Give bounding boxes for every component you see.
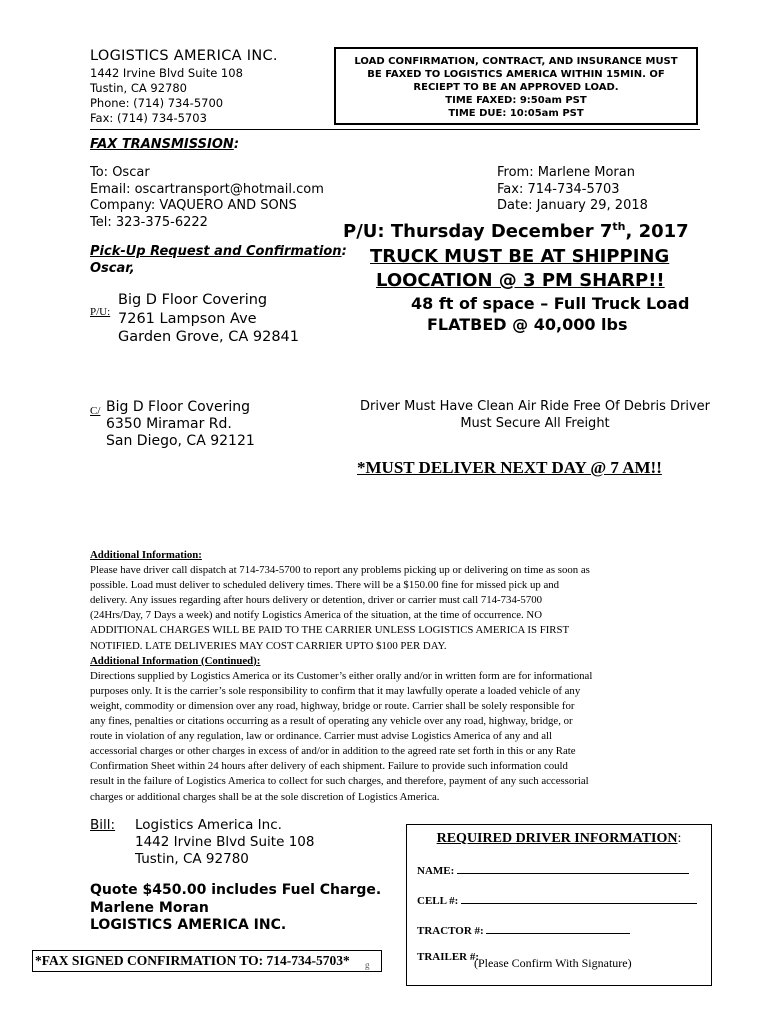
delivery-notice: *MUST DELIVER NEXT DAY @ 7 AM!! <box>357 458 662 477</box>
notice-line1: LOAD CONFIRMATION, CONTRACT, AND INSURANCE MUST <box>354 56 678 67</box>
additional-info-continued-line: Confirmation Sheet within 24 hours after delivery of each shipment. Failure to provide such information could <box>90 760 568 773</box>
driver-tractor-field[interactable] <box>417 923 630 937</box>
bill-colon: : <box>110 817 116 833</box>
company-phone: Phone: (714) 734-5700 <box>90 96 224 110</box>
recipient-email: Email: oscartransport@hotmail.com <box>90 181 324 197</box>
bill-label: Bill <box>90 817 111 833</box>
bill-address <box>135 817 314 868</box>
fax-signed-confirmation: *FAX SIGNED CONFIRMATION TO: 714-734-5703* <box>32 950 382 972</box>
sender-from: From: Marlene Moran <box>497 165 635 180</box>
sender-date: Date: January 29, 2018 <box>497 198 648 213</box>
company-header <box>90 47 278 126</box>
sender-fax: Fax: 714-734-5703 <box>497 181 620 197</box>
pickup-date-year: , 2017 <box>625 221 689 242</box>
pickup-label: P/U: <box>90 306 111 318</box>
pickup-address <box>118 291 299 347</box>
additional-info-continued-line: accessorial charges or other charges in excess of and/or in addition to the agreed rate set forth in this or any Rate <box>90 745 576 758</box>
driver-requirement <box>320 399 750 432</box>
pickup-city: Garden Grove, CA 92841 <box>118 329 300 345</box>
fax-transmission-colon: : <box>233 137 240 152</box>
additional-info-line: possible. Load must deliver to scheduled delivery times. There will be a $150.00 fine for missed pick up and <box>90 579 560 592</box>
truck-notice-line2: LOOCATION @ 3 PM SHARP!! <box>376 270 665 291</box>
quote-block <box>90 882 381 935</box>
company-address-line1: 1442 Irvine Blvd Suite 108 <box>90 66 243 80</box>
driver-trailer-label: TRAILER #: <box>417 951 480 963</box>
driver-tractor-blank[interactable] <box>486 923 630 934</box>
additional-info-continued-line: charges or additional charges shall be at the sole discretion of Logistics America. <box>90 790 440 803</box>
additional-info-continued-line: result in the failure of Logistics America to collect for such charges, and therefore, payment of any such accessorial <box>90 775 589 788</box>
additional-info-continued-line: weight, commodity or dimension over any road, highway, bridge or route. Carrier shall be solely responsible for <box>90 699 575 712</box>
recipient-to: To: Oscar <box>90 165 150 180</box>
driver-requirement-line2: Must Secure All Freight <box>460 415 610 431</box>
driver-requirement-line1: Driver Must Have Clean Air Ride Free Of Debris Driver <box>360 399 710 414</box>
truck-notice-line1: TRUCK MUST BE AT SHIPPING <box>370 246 670 267</box>
notice-line2: BE FAXED TO LOGISTICS AMERICA WITHIN 15MIN. OF <box>367 69 665 80</box>
driver-info-title-text: REQUIRED DRIVER INFORMATION <box>436 831 678 846</box>
consignee-name: Big D Floor Covering <box>106 399 250 415</box>
additional-info-line: ADDITIONAL CHARGES WILL BE PAID TO THE CARRIER UNLESS LOGISTICS AMERICA IS FIRST <box>90 624 570 637</box>
consignee-label: C/ <box>90 405 101 417</box>
confirm-with-signature-note: (Please Confirm With Signature) <box>474 956 632 970</box>
additional-info-line: NOTIFIED. LATE DELIVERIES MAY COST CARRIER UPTO $100 PER DAY. <box>90 639 447 652</box>
driver-name-field[interactable] <box>417 863 689 877</box>
pickup-date-prefix: P/U: Thursday December 7 <box>343 221 613 242</box>
fax-transmission-title <box>90 137 239 152</box>
pickup-request-greeting: Oscar, <box>90 261 135 276</box>
sender-block <box>497 165 648 215</box>
stray-mark: g <box>365 960 370 970</box>
bill-address-line1: 1442 Irvine Blvd Suite 108 <box>135 834 315 850</box>
consignee-street: 6350 Miramar Rd. <box>106 416 232 432</box>
pickup-date-ordinal: th <box>612 220 626 233</box>
driver-cell-blank[interactable] <box>461 893 697 904</box>
bill-name: Logistics America Inc. <box>135 817 282 833</box>
driver-cell-field[interactable] <box>417 893 697 907</box>
pickup-street: 7261 Lampson Ave <box>118 310 257 327</box>
additional-information <box>90 548 690 805</box>
company-fax: Fax: (714) 734-5703 <box>90 111 207 125</box>
recipient-tel: Tel: 323-375-6222 <box>90 214 208 230</box>
pickup-name: Big D Floor Covering <box>118 292 268 308</box>
pickup-date-heading <box>343 220 689 242</box>
bill-to-block <box>90 817 315 867</box>
driver-cell-label: CELL #: <box>417 895 459 907</box>
notice-line3: RECIEPT TO BE AN APPROVED LOAD. <box>413 82 619 93</box>
load-space: 48 ft of space – Full Truck Load <box>411 294 690 313</box>
time-due: TIME DUE: 10:05am PST <box>448 108 584 119</box>
additional-info-continued-line: purposes only. It is the carrier’s sole responsibility to confirm that it may lawfully operate a loaded vehicle of any <box>90 684 581 697</box>
driver-info-title-colon: : <box>677 831 682 846</box>
driver-name-label: NAME: <box>417 865 455 877</box>
additional-info-heading: Additional Information: <box>90 549 202 561</box>
additional-info-continued-heading: Additional Information (Continued): <box>90 654 261 667</box>
quote-amount: Quote $450.00 includes Fuel Charge. <box>90 882 382 898</box>
time-faxed: TIME FAXED: 9:50am PST <box>445 95 587 106</box>
bill-address-line2: Tustin, CA 92780 <box>135 851 249 867</box>
pickup-request-block <box>90 243 347 277</box>
header-divider <box>90 129 700 130</box>
pickup-request-title: Pick-Up Request and Confirmation <box>90 244 342 259</box>
recipient-block <box>90 165 324 231</box>
load-confirmation-notice-box <box>334 47 698 125</box>
driver-trailer-field[interactable] <box>417 951 479 963</box>
quote-company: LOGISTICS AMERICA INC. <box>90 917 287 933</box>
driver-tractor-label: TRACTOR #: <box>417 925 484 937</box>
additional-info-line: delivery. Any issues regarding after hours delivery or detention, driver or carrier must call 714-734-5700 <box>90 594 543 607</box>
company-address-line2: Tustin, CA 92780 <box>90 81 187 95</box>
driver-name-blank[interactable] <box>457 863 689 874</box>
quote-contact: Marlene Moran <box>90 899 209 916</box>
consignee-city: San Diego, CA 92121 <box>106 433 255 449</box>
additional-info-line: (24Hrs/Day, 7 Days a week) and notify Logistics America of the situation, at the time of occurrence. NO <box>90 609 543 622</box>
additional-info-line: Please have driver call dispatch at 714-734-5700 to report any problems picking up or delivering on time as soon as <box>90 564 590 577</box>
driver-info-title <box>407 831 711 847</box>
load-trailer-type: FLATBED @ 40,000 lbs <box>427 315 628 334</box>
additional-info-continued-line: any fines, penalties or citations occurring as a result of operating any vehicle over any road, highway, bridge, or <box>90 715 573 728</box>
company-name: LOGISTICS AMERICA INC. <box>90 48 278 64</box>
fax-transmission-label: FAX TRANSMISSION <box>90 137 234 152</box>
additional-info-continued-line: route in violation of any regulation, law or ordinance. Carrier must advise Logistics America of any and all <box>90 730 553 743</box>
pickup-request-colon: : <box>341 244 347 259</box>
consignee-address <box>106 399 255 450</box>
recipient-company: Company: VAQUERO AND SONS <box>90 198 297 213</box>
additional-info-continued-line: Directions supplied by Logistics America or its Customer’s either orally and/or in written form are for informational <box>90 669 593 682</box>
